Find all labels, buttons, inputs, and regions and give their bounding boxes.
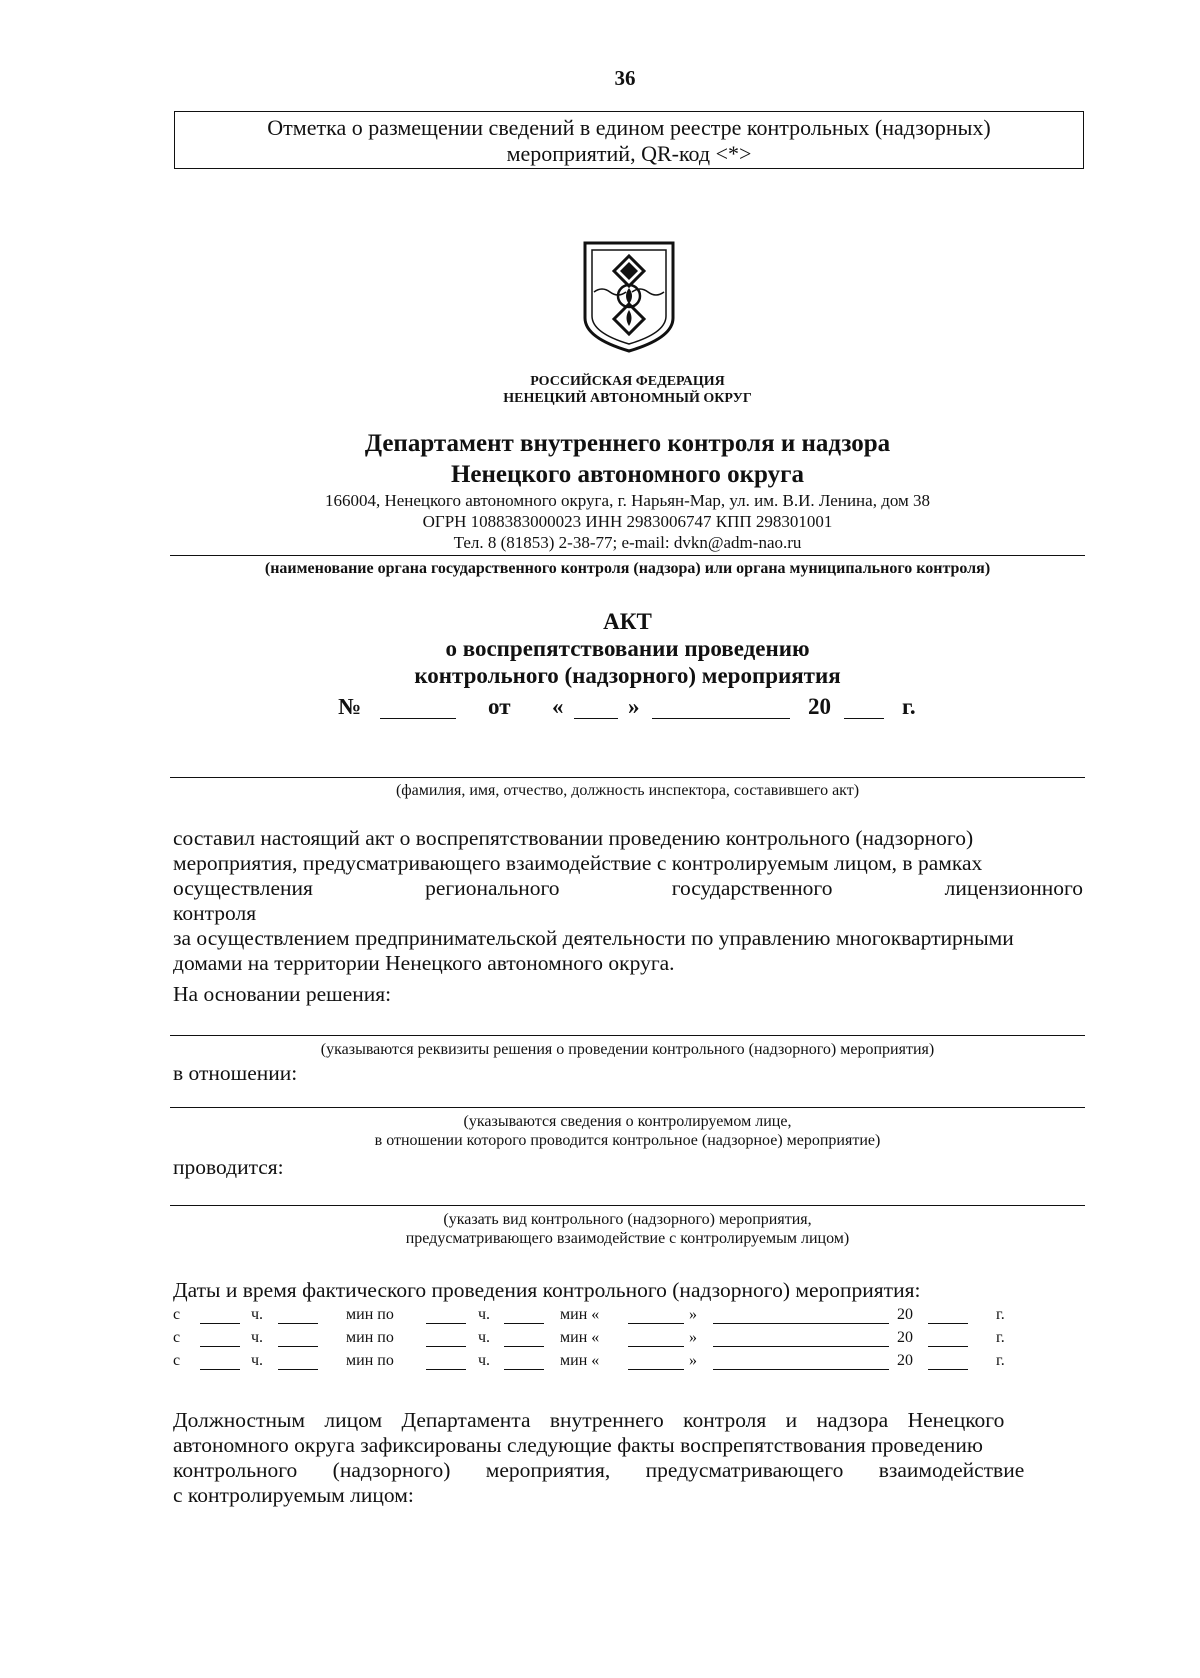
date-row-month-field[interactable]	[713, 1323, 889, 1324]
department-registration: ОГРН 1088383000023 ИНН 2983006747 КПП 298301001	[422, 512, 833, 531]
subject-caption	[170, 1112, 1085, 1150]
act-quote-close: »	[628, 694, 640, 719]
subject-caption-line2: в отношении которого проводится контрольное (надзорное) мероприятие)	[374, 1132, 881, 1149]
date-row-min-to: мин по	[346, 1329, 394, 1346]
paragraph-main-line1: составил настоящий акт о воспрепятствовании проведению контрольного (надзорного)	[173, 826, 974, 850]
date-row-minute-field[interactable]	[278, 1323, 318, 1324]
header-country: РОССИЙСКАЯ ФЕДЕРАЦИЯ	[530, 374, 725, 389]
department-title	[170, 428, 1085, 490]
date-row	[173, 1352, 1013, 1374]
registry-mark-line2: мероприятий, QR-код <*>	[506, 141, 752, 166]
header-country-block	[170, 373, 1085, 407]
act-day-field[interactable]	[574, 718, 618, 719]
date-row-min2-label: мин «	[560, 1306, 600, 1323]
date-row-day-field[interactable]	[628, 1323, 684, 1324]
decision-label: На основании решения:	[173, 982, 392, 1006]
date-row-hour2-field[interactable]	[426, 1369, 466, 1370]
date-row-hour2-field[interactable]	[426, 1346, 466, 1347]
act-quote-open: «	[552, 694, 564, 719]
date-row-hour2-label: ч.	[478, 1329, 491, 1346]
date-row-from: с	[173, 1352, 181, 1369]
date-row-minute-field[interactable]	[278, 1369, 318, 1370]
coat-of-arms-icon	[582, 240, 676, 354]
date-row-hour-label: ч.	[251, 1329, 264, 1346]
date-row-day-field[interactable]	[628, 1369, 684, 1370]
date-row-min-to: мин по	[346, 1306, 394, 1323]
date-row-hour-label: ч.	[251, 1352, 264, 1369]
date-row-year-prefix: 20	[897, 1306, 913, 1323]
date-row-quote-close: »	[689, 1306, 697, 1323]
act-number-label: №	[338, 694, 362, 719]
date-row-hour-label: ч.	[251, 1306, 264, 1323]
paragraph-facts-line4: с контролируемым лицом:	[173, 1483, 414, 1507]
act-title-block	[170, 608, 1085, 689]
act-number-date-line	[330, 694, 930, 720]
inspector-caption: (фамилия, имя, отчество, должность инспектора, составившего акт)	[395, 782, 860, 799]
date-row-year-field[interactable]	[928, 1323, 968, 1324]
date-row-from: с	[173, 1306, 181, 1323]
department-contacts	[170, 490, 1085, 553]
paragraph-main-line5: домами на территории Ненецкого автономного округа.	[173, 951, 675, 975]
header-divider	[170, 555, 1085, 556]
registry-mark-box	[174, 111, 1084, 169]
act-from-label: от	[488, 694, 511, 719]
date-row-day-field[interactable]	[628, 1346, 684, 1347]
authority-caption: (наименование органа государственного контроля (надзора) или органа муниципального контроля)	[264, 560, 991, 577]
date-row-min-to: мин по	[346, 1352, 394, 1369]
date-row-quote-close: »	[689, 1352, 697, 1369]
paragraph-facts-line3: контрольного (надзорного) мероприятия, предусматривающего взаимодействие	[173, 1458, 1025, 1482]
date-row-year-prefix: 20	[897, 1329, 913, 1346]
subject-field[interactable]	[170, 1107, 1085, 1108]
paragraph-main-line3	[173, 876, 1083, 926]
act-month-field[interactable]	[652, 718, 790, 719]
department-address: 166004, Ненецкого автономного округа, г. Нарьян-Мар, ул. им. В.И. Ленина, дом 38	[324, 491, 931, 510]
date-row-from: с	[173, 1329, 181, 1346]
date-row-year-field[interactable]	[928, 1346, 968, 1347]
decision-caption: (указываются реквизиты решения о проведении контрольного (надзорного) мероприятия)	[320, 1041, 935, 1058]
conducted-caption-line1: (указать вид контрольного (надзорного) мероприятия,	[443, 1211, 812, 1228]
inspector-field[interactable]	[170, 777, 1085, 778]
date-row-year-suffix: г.	[996, 1329, 1005, 1346]
date-row-month-field[interactable]	[713, 1369, 889, 1370]
date-row-minute2-field[interactable]	[504, 1323, 544, 1324]
date-row-hour-field[interactable]	[200, 1346, 240, 1347]
registry-mark-line1: Отметка о размещении сведений в едином реестре контрольных (надзорных)	[267, 115, 991, 140]
date-row-hour2-label: ч.	[478, 1306, 491, 1323]
department-line1: Департамент внутреннего контроля и надзора	[364, 430, 891, 457]
page-number: 36	[614, 66, 636, 90]
date-row-month-field[interactable]	[713, 1346, 889, 1347]
paragraph-main-line3-text: осуществления регионального государственного лицензионного контроля	[173, 876, 1083, 925]
date-row-year-suffix: г.	[996, 1306, 1005, 1323]
date-row-minute2-field[interactable]	[504, 1369, 544, 1370]
conducted-label: проводится:	[173, 1155, 284, 1179]
date-row-year-suffix: г.	[996, 1352, 1005, 1369]
act-year-suffix: г.	[902, 694, 916, 719]
date-row-hour-field[interactable]	[200, 1369, 240, 1370]
department-line2: Ненецкого автономного округа	[450, 461, 804, 488]
date-row-minute-field[interactable]	[278, 1346, 318, 1347]
act-subtitle1: о воспрепятствовании проведению	[445, 636, 810, 661]
date-row-minute2-field[interactable]	[504, 1346, 544, 1347]
decision-field[interactable]	[170, 1035, 1085, 1036]
paragraph-facts-line2: автономного округа зафиксированы следующие факты воспрепятствования проведению	[173, 1433, 983, 1457]
date-row-min2-label: мин «	[560, 1329, 600, 1346]
header-region: НЕНЕЦКИЙ АВТОНОМНЫЙ ОКРУГ	[503, 391, 752, 406]
conducted-caption-line2: предусматривающего взаимодействие с контролируемым лицом)	[405, 1230, 850, 1247]
date-row-quote-close: »	[689, 1329, 697, 1346]
subject-caption-line1: (указываются сведения о контролируемом лице,	[463, 1113, 792, 1130]
date-row-year-field[interactable]	[928, 1369, 968, 1370]
department-phone-email: Тел. 8 (81853) 2-38-77; e-mail: dvkn@adm-nao.ru	[453, 533, 802, 552]
date-row-hour-field[interactable]	[200, 1323, 240, 1324]
act-subtitle2: контрольного (надзорного) мероприятия	[414, 663, 841, 688]
dates-heading: Даты и время фактического проведения контрольного (надзорного) мероприятия:	[173, 1278, 921, 1302]
act-number-field[interactable]	[380, 718, 456, 719]
date-row	[173, 1329, 1013, 1351]
date-row	[173, 1306, 1013, 1328]
conducted-field[interactable]	[170, 1205, 1085, 1206]
paragraph-main	[173, 826, 1083, 976]
subject-label: в отношении:	[173, 1061, 298, 1085]
paragraph-main-line2: мероприятия, предусматривающего взаимодействие с контролируемым лицом, в рамках	[173, 851, 983, 875]
date-row-hour2-field[interactable]	[426, 1323, 466, 1324]
conducted-caption	[170, 1210, 1085, 1248]
date-row-hour2-label: ч.	[478, 1352, 491, 1369]
paragraph-facts	[173, 1408, 1083, 1508]
date-row-year-prefix: 20	[897, 1352, 913, 1369]
paragraph-facts-line1: Должностным лицом Департамента внутреннего контроля и надзора Ненецкого	[173, 1408, 1005, 1432]
act-year-prefix: 20	[808, 694, 831, 719]
paragraph-main-line4: за осуществлением предпринимательской деятельности по управлению многоквартирными	[173, 926, 1014, 950]
date-row-min2-label: мин «	[560, 1352, 600, 1369]
act-year-field[interactable]	[844, 718, 884, 719]
act-title: АКТ	[603, 609, 652, 634]
